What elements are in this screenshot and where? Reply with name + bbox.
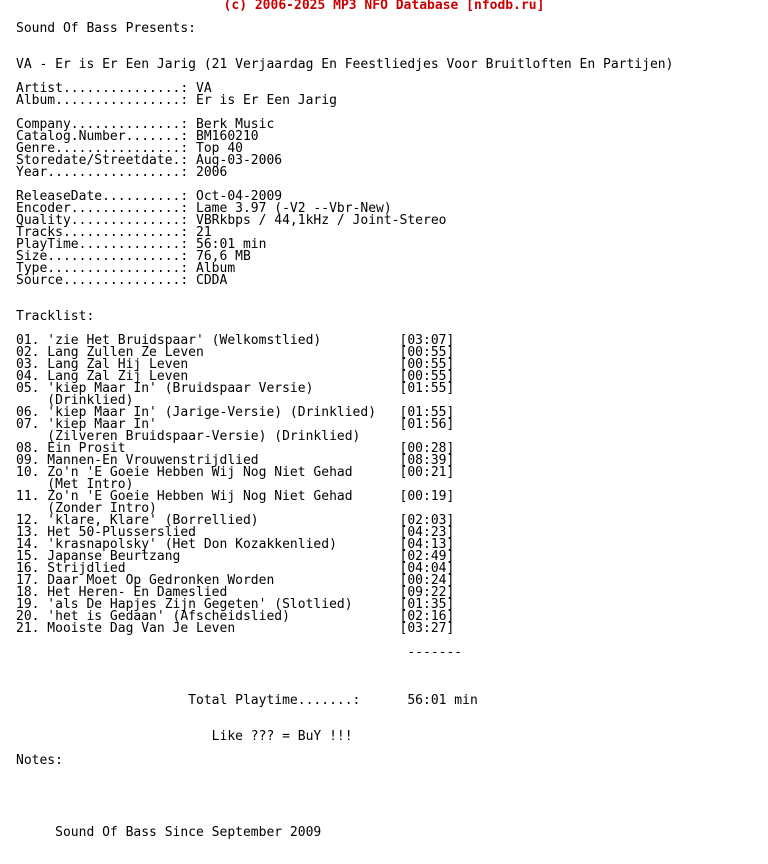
info-playtime: PlayTime.............: 56:01 min: [16, 237, 267, 252]
since-line: Sound Of Bass Since September 2009: [16, 825, 322, 840]
track-line: (Drinklied): [16, 393, 134, 408]
total-playtime: Total Playtime.......: 56:01 min: [16, 693, 478, 708]
blank-line: [16, 299, 673, 311]
track-line: 12. 'klare, Klare' (Borrellied) [02:03]: [16, 513, 455, 528]
track-line: 08. Ein Prosit [00:28]: [16, 441, 455, 456]
track-line: 01. 'zie Het Bruidspaar' (Welkomstlied) [03:07]: [16, 333, 455, 348]
track-line: 10. Zo'n 'E Goeie Hebben Wij Nog Niet Gehad [00:21]: [16, 465, 455, 480]
info-encoder: Encoder..............: Lame 3.97 (-V2 --Vbr-New): [16, 201, 392, 216]
track-line: 02. Lang Zullen Ze Leven [00:55]: [16, 345, 455, 360]
track-line: 09. Mannen-En Vrouwenstrijdlied [08:39]: [16, 453, 455, 468]
tracklist-heading: Tracklist:: [16, 309, 95, 324]
info-storedate: Storedate/Streetdate.: Aug-03-2006: [16, 153, 283, 168]
info-tracks: Tracks...............: 21: [16, 225, 212, 240]
blank-line: [16, 791, 673, 803]
track-line: 21. Mooiste Dag Van Je Leven [03:27]: [16, 621, 455, 636]
track-line: 18. Het Heren- En Dameslied [09:22]: [16, 585, 455, 600]
blank-line: [16, 659, 673, 671]
info-company: Company..............: Berk Music: [16, 117, 275, 132]
track-line: 17. Daar Moet Op Gedronken Worden [00:24]: [16, 573, 455, 588]
release-title: VA - Er is Er Een Jarig (21 Verjaardag En Feestliedjes Voor Bruitloften En Partijen): [16, 57, 674, 72]
blank-line: [16, 35, 673, 47]
nfo-document: [16, 23, 673, 839]
track-line: 20. 'het is Gedaan' (Afscheidslied) [02:16]: [16, 609, 455, 624]
blank-line: [16, 707, 673, 719]
info-type: Type.................: Album: [16, 261, 236, 276]
blank-line: [16, 287, 673, 299]
track-line: (Met Intro): [16, 477, 134, 492]
track-line: (Zonder Intro): [16, 501, 157, 516]
notes-label: Notes:: [16, 753, 63, 768]
info-genre: Genre................: Top 40: [16, 141, 243, 156]
track-line: 04. Lang Zal Zij Leven [00:55]: [16, 369, 455, 384]
info-album: Album................: Er is Er Een Jarig: [16, 93, 337, 108]
track-line: 19. 'als De Hapjes Zijn Gegeten' (Slotlied) [01:35]: [16, 597, 455, 612]
info-source: Source...............: CDDA: [16, 273, 228, 288]
blank-line: [16, 743, 673, 755]
info-artist: Artist...............: VA: [16, 81, 212, 96]
info-catalog: Catalog.Number.......: BM160210: [16, 129, 259, 144]
info-releasedate: ReleaseDate..........: Oct-04-2009: [16, 189, 283, 204]
blank-line: [16, 671, 673, 683]
track-line: 05. 'kiep Maar In' (Bruidspaar Versie) [01:55]: [16, 381, 455, 396]
blank-line: [16, 779, 673, 791]
info-size: Size.................: 76,6 MB: [16, 249, 251, 264]
track-line: 13. Het 50-Plusserslied [04:23]: [16, 525, 455, 540]
tracklist-divider: -------: [16, 645, 463, 660]
track-line: 06. 'kiep Maar In' (Jarige-Versie) (Drinklied) [01:55]: [16, 405, 455, 420]
track-line: 16. Strijdlied [04:04]: [16, 561, 455, 576]
like-buy-line: Like ??? = BuY !!!: [16, 729, 353, 744]
track-line: 11. Zo'n 'E Goeie Hebben Wij Nog Niet Gehad [00:19]: [16, 489, 455, 504]
site-banner: (c) 2006-2025 MP3 NFO Database [nfodb.ru]: [223, 0, 545, 13]
track-line: 14. 'krasnapolsky' (Het Don Kozakkenlied) [04:13]: [16, 537, 455, 552]
blank-line: [16, 767, 673, 779]
blank-line: [16, 803, 673, 815]
info-quality: Quality..............: VBRkbps / 44,1kHz / Joint-Stereo: [16, 213, 447, 228]
track-line: 15. Japanse Beurtzang [02:49]: [16, 549, 455, 564]
presents-line: Sound Of Bass Presents:: [16, 21, 197, 36]
track-line: (Zilveren Bruidspaar-Versie) (Drinklied): [16, 429, 361, 444]
track-line: 03. Lang Zal Hij Leven [00:55]: [16, 357, 455, 372]
info-year: Year.................: 2006: [16, 165, 228, 180]
track-line: 07. 'kiep Maar In' [01:56]: [16, 417, 455, 432]
